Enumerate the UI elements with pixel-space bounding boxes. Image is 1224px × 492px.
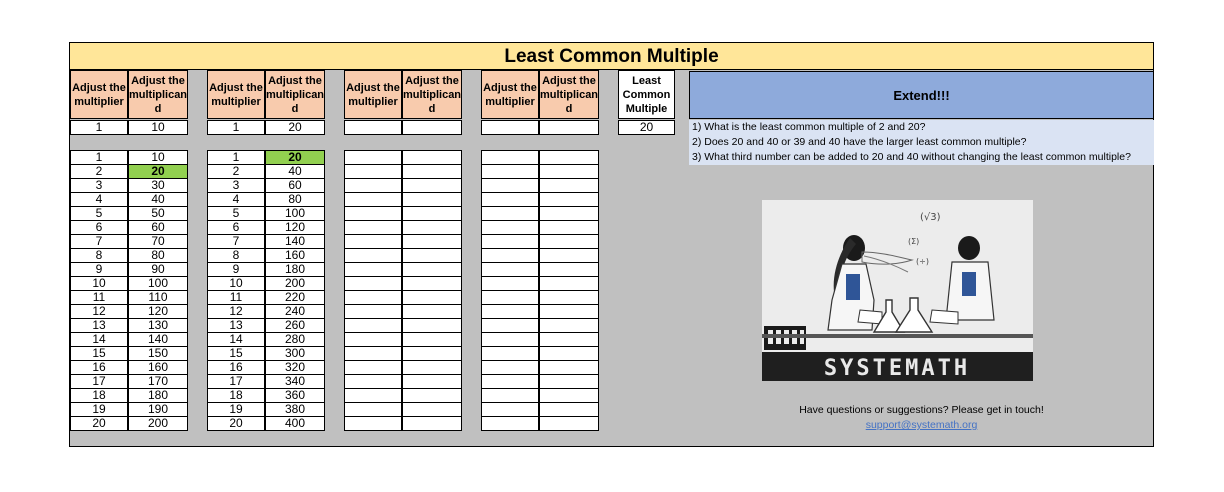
empty-cell	[402, 318, 462, 333]
table-cell: 7	[70, 234, 128, 249]
g1-multiplicand-input[interactable]: 10	[128, 120, 188, 135]
empty-cell	[402, 388, 462, 403]
table-cell: 17	[70, 374, 128, 389]
table-cell: 3	[207, 178, 265, 193]
empty-cell	[539, 402, 599, 417]
table-cell: 17	[207, 374, 265, 389]
empty-cell	[402, 346, 462, 361]
empty-cell	[344, 276, 402, 291]
table-cell: 220	[265, 290, 325, 305]
table-cell: 240	[265, 304, 325, 319]
table-cell: 10	[207, 276, 265, 291]
table-cell: 8	[207, 248, 265, 263]
question-3: 3) What third number can be added to 20 and 40 without changing the least common multiple?	[689, 150, 1154, 165]
empty-cell	[539, 388, 599, 403]
empty-cell	[481, 178, 539, 193]
empty-cell	[481, 360, 539, 375]
empty-cell	[344, 374, 402, 389]
empty-cell	[481, 416, 539, 431]
table-cell: 80	[128, 248, 188, 263]
logo-wordmark: SYSTEMATH	[823, 356, 971, 381]
table-cell: 1	[70, 150, 128, 165]
highlight-cell: 20	[265, 150, 325, 165]
header-multiplier-1: Adjust the multiplier	[70, 70, 128, 119]
empty-cell	[481, 262, 539, 277]
empty-cell	[539, 304, 599, 319]
empty-cell	[481, 248, 539, 263]
table-cell: 3	[70, 178, 128, 193]
empty-cell	[481, 150, 539, 165]
table-cell: 12	[70, 304, 128, 319]
table-cell: 280	[265, 332, 325, 347]
extend-header: Extend!!!	[689, 71, 1154, 119]
empty-cell	[539, 234, 599, 249]
empty-cell	[344, 178, 402, 193]
empty-cell	[539, 150, 599, 165]
g2-multiplicand-input[interactable]: 20	[265, 120, 325, 135]
table-cell: 15	[70, 346, 128, 361]
table-cell: 13	[207, 318, 265, 333]
lcm-value: 20	[618, 120, 675, 135]
empty-cell	[539, 346, 599, 361]
table-cell: 180	[128, 388, 188, 403]
header-multiplier-3: Adjust the multiplier	[344, 70, 402, 119]
highlight-cell: 20	[128, 164, 188, 179]
empty-cell	[402, 164, 462, 179]
table-cell: 19	[207, 402, 265, 417]
empty-cell	[481, 164, 539, 179]
table-cell: 140	[128, 332, 188, 347]
empty-cell	[539, 262, 599, 277]
empty-cell	[539, 290, 599, 305]
empty-cell	[481, 234, 539, 249]
g4-multiplier-input[interactable]	[481, 120, 539, 135]
g3-multiplier-input[interactable]	[344, 120, 402, 135]
empty-cell	[481, 206, 539, 221]
empty-cell	[539, 374, 599, 389]
empty-cell	[344, 332, 402, 347]
g4-multiplicand-input[interactable]	[539, 120, 599, 135]
table-cell: 10	[70, 276, 128, 291]
table-cell: 15	[207, 346, 265, 361]
table-cell: 14	[207, 332, 265, 347]
table-cell: 100	[128, 276, 188, 291]
email-link[interactable]: support@systemath.org	[865, 419, 978, 431]
empty-cell	[344, 304, 402, 319]
table-cell: 50	[128, 206, 188, 221]
table-cell: 320	[265, 360, 325, 375]
table-cell: 14	[70, 332, 128, 347]
table-cell: 7	[207, 234, 265, 249]
empty-cell	[344, 402, 402, 417]
empty-cell	[344, 416, 402, 431]
empty-cell	[539, 248, 599, 263]
table-cell: 5	[207, 206, 265, 221]
header-multiplicand-1: Adjust the multiplican d	[128, 70, 188, 119]
empty-cell	[481, 374, 539, 389]
header-multiplicand-2: Adjust the multiplican d	[265, 70, 325, 119]
table-cell: 20	[207, 416, 265, 431]
table-cell: 400	[265, 416, 325, 431]
table-cell: 160	[265, 248, 325, 263]
table-cell: 360	[265, 388, 325, 403]
empty-cell	[481, 402, 539, 417]
empty-cell	[344, 192, 402, 207]
page-title: Least Common Multiple	[70, 43, 1153, 70]
table-cell: 20	[70, 416, 128, 431]
table-cell: 380	[265, 402, 325, 417]
empty-cell	[481, 318, 539, 333]
empty-cell	[481, 346, 539, 361]
empty-cell	[344, 388, 402, 403]
empty-cell	[344, 360, 402, 375]
table-cell: 140	[265, 234, 325, 249]
empty-cell	[481, 276, 539, 291]
empty-cell	[344, 220, 402, 235]
empty-cell	[402, 150, 462, 165]
table-cell: 4	[70, 192, 128, 207]
question-1: 1) What is the least common multiple of 2 and 20?	[689, 120, 1154, 135]
empty-cell	[402, 332, 462, 347]
empty-cell	[402, 234, 462, 249]
empty-cell	[402, 192, 462, 207]
header-lcm: Least Common Multiple	[618, 70, 675, 119]
table-cell: 120	[128, 304, 188, 319]
table-cell: 18	[70, 388, 128, 403]
empty-cell	[539, 360, 599, 375]
table-cell: 40	[128, 192, 188, 207]
table-cell: 4	[207, 192, 265, 207]
empty-cell	[539, 192, 599, 207]
table-cell: 170	[128, 374, 188, 389]
empty-cell	[539, 206, 599, 221]
empty-cell	[402, 248, 462, 263]
table-cell: 120	[265, 220, 325, 235]
systemath-logo	[762, 200, 1033, 381]
table-cell: 260	[265, 318, 325, 333]
empty-cell	[539, 164, 599, 179]
table-cell: 2	[70, 164, 128, 179]
table-cell: 300	[265, 346, 325, 361]
svg-text:(÷): (÷)	[916, 257, 929, 266]
empty-cell	[402, 402, 462, 417]
empty-cell	[539, 332, 599, 347]
spreadsheet	[69, 42, 1154, 447]
empty-cell	[481, 220, 539, 235]
table-cell: 110	[128, 290, 188, 305]
g1-multiplier-input[interactable]: 1	[70, 120, 128, 135]
empty-cell	[539, 178, 599, 193]
empty-cell	[344, 164, 402, 179]
empty-cell	[481, 388, 539, 403]
table-cell: 130	[128, 318, 188, 333]
header-multiplier-2: Adjust the multiplier	[207, 70, 265, 119]
header-multiplicand-4: Adjust the multiplican d	[539, 70, 599, 119]
svg-text:(√3): (√3)	[920, 212, 941, 223]
empty-cell	[539, 318, 599, 333]
table-cell: 180	[265, 262, 325, 277]
table-cell: 12	[207, 304, 265, 319]
empty-cell	[539, 416, 599, 431]
empty-cell	[402, 304, 462, 319]
table-cell: 11	[70, 290, 128, 305]
empty-cell	[402, 290, 462, 305]
empty-cell	[481, 304, 539, 319]
empty-cell	[481, 290, 539, 305]
empty-cell	[402, 360, 462, 375]
g2-multiplier-input[interactable]: 1	[207, 120, 265, 135]
empty-cell	[402, 374, 462, 389]
empty-cell	[539, 276, 599, 291]
g3-multiplicand-input[interactable]	[402, 120, 462, 135]
table-cell: 80	[265, 192, 325, 207]
empty-cell	[344, 248, 402, 263]
table-cell: 30	[128, 178, 188, 193]
table-cell: 340	[265, 374, 325, 389]
empty-cell	[402, 206, 462, 221]
empty-cell	[481, 192, 539, 207]
table-cell: 6	[207, 220, 265, 235]
table-cell: 90	[128, 262, 188, 277]
table-cell: 60	[128, 220, 188, 235]
svg-text:(Σ): (Σ)	[908, 237, 920, 246]
table-cell: 9	[70, 262, 128, 277]
empty-cell	[344, 206, 402, 221]
table-cell: 10	[128, 150, 188, 165]
table-cell: 13	[70, 318, 128, 333]
table-cell: 16	[70, 360, 128, 375]
table-cell: 2	[207, 164, 265, 179]
empty-cell	[402, 416, 462, 431]
table-cell: 40	[265, 164, 325, 179]
empty-cell	[402, 178, 462, 193]
empty-cell	[344, 234, 402, 249]
table-cell: 190	[128, 402, 188, 417]
empty-cell	[344, 290, 402, 305]
header-multiplicand-3: Adjust the multiplican d	[402, 70, 462, 119]
empty-cell	[344, 318, 402, 333]
empty-cell	[402, 262, 462, 277]
empty-cell	[344, 150, 402, 165]
table-cell: 8	[70, 248, 128, 263]
table-cell: 16	[207, 360, 265, 375]
table-cell: 5	[70, 206, 128, 221]
table-cell: 19	[70, 402, 128, 417]
table-cell: 70	[128, 234, 188, 249]
table-cell: 9	[207, 262, 265, 277]
table-cell: 150	[128, 346, 188, 361]
contact-text: Have questions or suggestions? Please get in touch!	[799, 404, 1044, 416]
empty-cell	[344, 346, 402, 361]
table-cell: 11	[207, 290, 265, 305]
table-cell: 6	[70, 220, 128, 235]
header-multiplier-4: Adjust the multiplier	[481, 70, 539, 119]
table-cell: 100	[265, 206, 325, 221]
empty-cell	[344, 262, 402, 277]
question-2: 2) Does 20 and 40 or 39 and 40 have the larger least common multiple?	[689, 135, 1154, 150]
table-cell: 60	[265, 178, 325, 193]
table-cell: 18	[207, 388, 265, 403]
table-cell: 200	[265, 276, 325, 291]
empty-cell	[481, 332, 539, 347]
table-cell: 200	[128, 416, 188, 431]
empty-cell	[402, 220, 462, 235]
empty-cell	[402, 276, 462, 291]
empty-cell	[539, 220, 599, 235]
table-cell: 1	[207, 150, 265, 165]
table-cell: 160	[128, 360, 188, 375]
